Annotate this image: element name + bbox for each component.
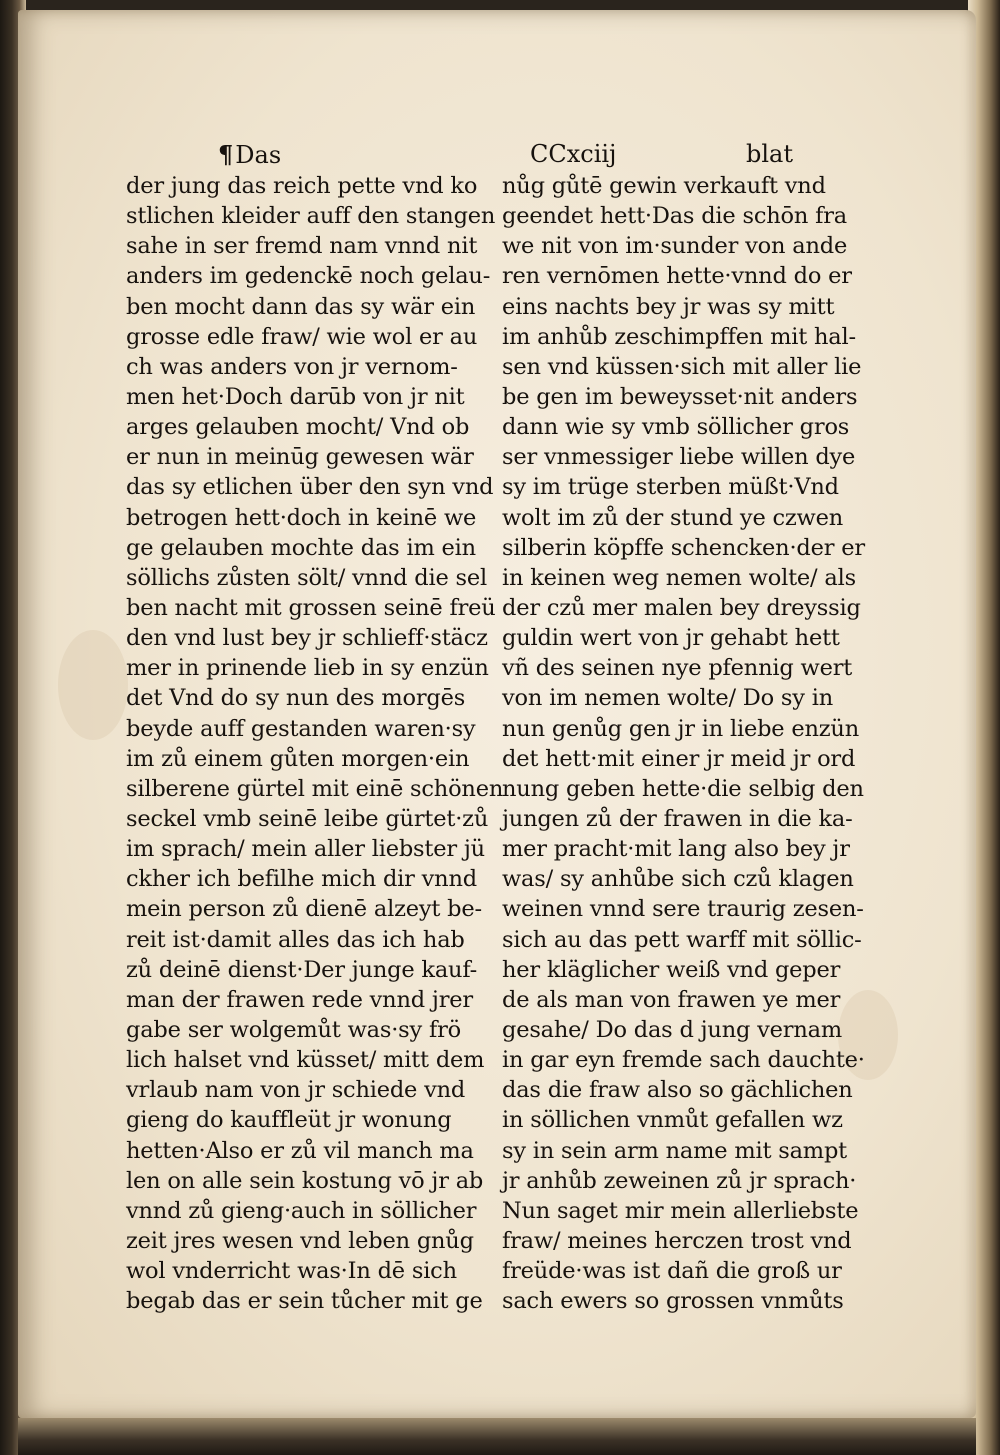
text-line: den vnd lust bey jr schlieff·stäcz [126,625,488,652]
text-line: sen vnd küssen·sich mit aller lie [502,353,862,380]
text-line: von im nemen wolte/ Do sy in [502,685,834,712]
text-line: reit ist·damit alles das ich hab [126,926,465,953]
text-line: det Vnd do sy nun des morgēs [126,685,466,712]
text-line: freüde·was ist dañ die groß ur [502,1258,842,1285]
text-line: jungen zů der frawen in die ka- [502,805,853,832]
paragraph-mark-icon: ¶ [218,140,234,169]
text-line: man der frawen rede vnnd jrer [126,986,473,1013]
text-line: dann wie sy vmb söllicher gros [502,414,850,441]
text-line: begab das er sein tůcher mit ge [126,1288,483,1315]
text-line: im zů einem gůten morgen·ein [126,745,470,772]
book-bottom-edge [18,1418,976,1455]
text-line: in gar eyn fremde sach dauchte· [502,1047,865,1074]
text-line: sich au das pett warff mit söllic- [502,926,862,953]
text-line: söllichs zůsten sölt/ vnnd die sel [126,564,488,591]
text-line: der czů mer malen bey dreyssig [502,594,861,621]
text-line: arges gelauben mocht/ Vnd ob [126,414,470,441]
text-line: stlichen kleider auff den stangen [126,203,496,230]
text-line: gabe ser wolgemůt was·sy frö [126,1016,462,1043]
text-line: grosse edle fraw/ wie wol er au [126,323,478,350]
text-line: gieng do kauffleüt jr wonung [126,1107,452,1134]
text-line: im anhůb zeschimpffen mit hal- [502,323,856,350]
text-line: vrlaub nam von jr schiede vnd [126,1077,466,1104]
text-line: das die fraw also so gächlichen [502,1077,853,1104]
text-line: de als man von frawen ye mer [502,986,841,1013]
text-line: silberene gürtel mit einē schönen [126,775,504,802]
text-line: sahe in ser fremd nam vnnd nit [126,233,478,260]
text-line: we nit von im·sunder von ande [502,233,848,260]
text-line: ge gelauben mochte das im ein [126,534,476,561]
text-line: betrogen hett·doch in keinē we [126,504,477,531]
text-line: wol vnderricht was·In dē sich [126,1258,457,1285]
text-line: be gen im beweysset·nit anders [502,383,858,410]
text-column-left [126,171,503,1316]
text-line: in keinen weg nemen wolte/ als [502,564,856,591]
text-line: fraw/ meines herczen trost vnd [502,1227,852,1254]
text-line: ren vernōmen hette·vnnd do er [502,263,852,290]
text-line: gesahe/ Do das d jung vernam [502,1016,842,1043]
text-line: der jung das reich pette vnd ko [126,173,478,199]
text-line: vnnd zů gieng·auch in söllicher [126,1197,477,1224]
text-line: er nun in meinūg gewesen wär [126,444,474,471]
text-line: len on alle sein kostung vō jr ab [126,1167,484,1194]
text-line: nůg gůtē gewin verkauft vnd [502,173,826,199]
text-line: nung geben hette·die selbig den [502,775,864,802]
text-line: Nun saget mir mein allerliebste [502,1197,859,1224]
paper-stain [58,630,128,740]
text-line: ser vnmessiger liebe willen dye [502,444,856,471]
text-line: ch was anders von jr vernom- [126,353,458,380]
running-head-left [218,140,281,169]
text-line: sy in sein arm name mit sampt [502,1137,847,1164]
text-line: silberin köpffe schencken·der er [502,534,865,561]
text-line: sy im trüge sterben müßt·Vnd [502,474,839,501]
text-line: seckel vmb seinē leibe gürtet·zů [126,805,489,832]
text-line: hetten·Also er zů vil manch ma [126,1137,474,1164]
text-line: nun genůg gen jr in liebe enzün [502,715,859,742]
text-line: men het·Doch darūb von jr nit [126,383,465,410]
text-line: anders im gedenckē noch gelau- [126,263,491,290]
text-line: im sprach/ mein aller liebster jü [126,836,485,863]
text-line: mein person zů dienē alzeyt be- [126,896,482,923]
text-column-right [502,171,865,1316]
text-line: weinen vnnd sere traurig zesen- [502,896,864,923]
text-line: das sy etlichen über den syn vnd [126,474,494,501]
text-line: geendet hett·Das die schōn fra [502,203,848,230]
text-line: zů deinē dienst·Der junge kauf- [126,956,478,983]
text-line: her kläglicher weiß vnd geper [502,956,841,983]
text-line: was/ sy anhůbe sich czů klagen [502,866,854,893]
text-line: in söllichen vnmůt gefallen wz [502,1107,843,1134]
text-line: ben mocht dann das sy wär ein [126,293,476,320]
text-line: zeit jres wesen vnd leben gnůg [126,1227,474,1254]
text-line: vñ des seinen nye pfennig wert [502,655,853,682]
running-head-right: blat [746,140,793,168]
running-head-word: Das [235,141,282,169]
text-line: ckher ich befilhe mich dir vnnd [126,866,477,893]
text-line: ben nacht mit grossen seinē freü [126,594,496,621]
text-line: mer in prinende lieb in sy enzün [126,655,489,682]
text-line: sach ewers so grossen vnmůts [502,1288,844,1315]
text-line: mer pracht·mit lang also bey jr [502,836,850,863]
text-line: beyde auff gestanden waren·sy [126,715,476,742]
text-line: eins nachts bey jr was sy mitt [502,293,835,320]
text-line: det hett·mit einer jr meid jr ord [502,745,856,772]
text-line: jr anhůb zeweinen zů jr sprach· [502,1167,857,1194]
text-line: guldin wert von jr gehabt hett [502,625,840,652]
text-line: lich halset vnd küsset/ mitt dem [126,1047,485,1074]
folio-number: CCxciij [530,140,617,168]
text-line: wolt im zů der stund ye czwen [502,504,844,531]
